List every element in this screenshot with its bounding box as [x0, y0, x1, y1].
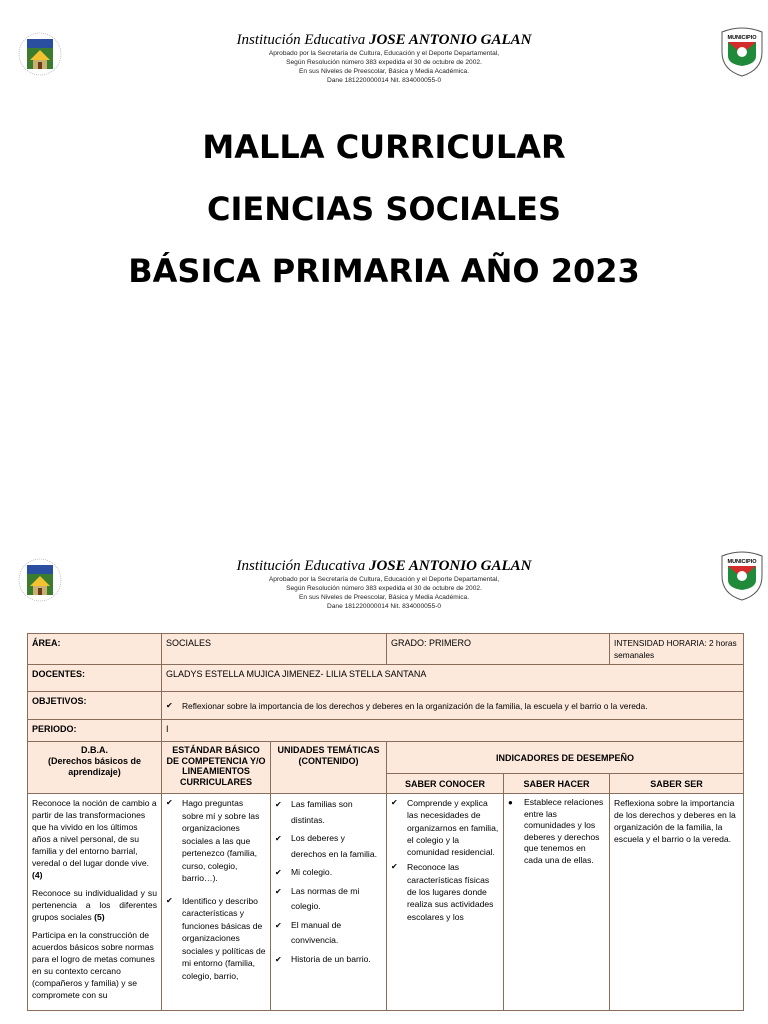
docentes-label: DOCENTES:: [28, 665, 162, 692]
dba-cell: [28, 794, 162, 1011]
institution-title: [0, 32, 768, 49]
conocer-item: ✔ Reconoce las características físicas de los lugares donde realiza sus actividades escolares y los: [391, 861, 499, 922]
estandar-cell: [162, 794, 271, 1011]
objetivos-value: [162, 692, 744, 720]
unidad-item: ✔ Las normas de mi colegio.: [275, 884, 382, 915]
content-row: [28, 794, 744, 1011]
municipio-shield-logo: [716, 22, 768, 78]
institution-name: JOSE ANTONIO GALAN: [368, 32, 532, 48]
resolution-line: Según Resolución número 383 expedida el 30 de octubre de 2002.: [286, 585, 482, 592]
area-label: ÁREA:: [28, 634, 162, 665]
saber-ser-cell: Reflexiona sobre la importancia de los derechos y deberes en la organización de la familia, la escuela y el barrio o la vereda.: [610, 794, 744, 1011]
docentes-row: [28, 665, 744, 692]
institution-block: [0, 32, 768, 85]
dba-header: [28, 742, 162, 794]
dba-header-subtitle: (Derechos básicos de aprendizaje): [47, 756, 142, 777]
unidad-item: ✔ Historia de un barrio.: [275, 952, 382, 968]
levels-line: En sus Niveles de Preescolar, Básica y Media Académica.: [298, 594, 470, 601]
institution-title: [0, 558, 768, 575]
unidad-item: ✔ El manual de convivencia.: [275, 918, 382, 949]
resolution-line: Según Resolución número 383 expedida el 30 de octubre de 2002.: [286, 59, 482, 66]
unidad-item: ✔ Los deberes y derechos en la familia.: [275, 831, 382, 862]
unidad-item: ✔ Las familias son distintas.: [275, 797, 382, 828]
saber-conocer-header: SABER CONOCER: [387, 774, 504, 794]
dba-item: Reconoce su individualidad y su pertenencia a los diferentes grupos sociales (5): [32, 888, 157, 922]
periodo-value: I: [162, 720, 744, 742]
dane-line: Dane 181220000014 Nit. 834000055-0: [326, 603, 442, 610]
levels-line: En sus Niveles de Preescolar, Básica y Media Académica.: [298, 68, 470, 75]
saber-hacer-cell: [504, 794, 610, 1011]
objetivo-item: ✔ Reflexionar sobre la importancia de los derechos y deberes en la organización de la familia, la escuela y el barrio o la vereda.: [166, 700, 739, 712]
grado-cell: GRADO: PRIMERO: [387, 634, 610, 665]
objetivos-label: OBJETIVOS:: [28, 692, 162, 720]
objetivos-row: [28, 692, 744, 720]
unidades-cell: [271, 794, 387, 1011]
approval-line: Aprobado por la Secretaría de Cultura, Educación y el Deporte Departamental,: [268, 576, 500, 583]
institution-prefix: Institución Educativa: [236, 32, 366, 48]
area-value: SOCIALES: [162, 634, 387, 665]
periodo-row: [28, 720, 744, 742]
saber-conocer-cell: [387, 794, 504, 1011]
intensidad-cell: INTENSIDAD HORARIA: 2 horas semanales: [610, 634, 744, 665]
institution-name: JOSE ANTONIO GALAN: [368, 558, 532, 574]
column-header-row: [28, 742, 744, 774]
area-row: [28, 634, 744, 665]
dane-line: Dane 181220000014 Nit. 834000055-0: [326, 77, 442, 84]
indicadores-header: INDICADORES DE DESEMPEÑO: [387, 742, 744, 774]
hacer-item: ● Establece relaciones entre las comunidades y los deberes y derechos que tenemos en cada una de ellas.: [508, 797, 605, 866]
cover-title-line-1: MALLA CURRICULAR: [202, 128, 566, 166]
periodo-label: PERIODO:: [28, 720, 162, 742]
estandar-header: ESTÁNDAR BÁSICO DE COMPETENCIA Y/O LINEAMIENTOS CURRICULARES: [162, 742, 271, 794]
dba-item: Participa en la construcción de acuerdos básicos sobre normas para el logro de metas comunes en su contexto cercano (compañeros y familia) y se compromete con su: [32, 930, 155, 1000]
docentes-value: GLADYS ESTELLA MUJICA JIMENEZ- LILIA STELLA SANTANA: [162, 665, 744, 692]
institution-prefix: Institución Educativa: [236, 558, 366, 574]
conocer-item: ✔ Comprende y explica las necesidades de organizarnos en familia, el colegio y la comunidad residencial.: [391, 797, 499, 858]
unidades-header: UNIDADES TEMÁTICAS (CONTENIDO): [271, 742, 387, 794]
municipio-label: MUNICIPIO: [727, 35, 757, 41]
approval-line: Aprobado por la Secretaría de Cultura, Educación y el Deporte Departamental,: [268, 50, 500, 57]
estandar-item: ✔ Identifico y describo características y funciones básicas de organizaciones sociales y políticas de mi entorno (familia, colegio, barrio,: [166, 895, 266, 983]
dba-header-title: D.B.A.: [81, 745, 108, 755]
municipio-shield-logo: [716, 546, 768, 602]
saber-ser-header: SABER SER: [610, 774, 744, 794]
curriculum-table: [27, 633, 744, 1011]
estandar-item: ✔ Hago preguntas sobre mí y sobre las organizaciones sociales a las que pertenezco (familia, curso, colegio, barrio…).: [166, 797, 266, 885]
institution-block: [0, 558, 768, 611]
saber-hacer-header: SABER HACER: [504, 774, 610, 794]
page-header-2: [0, 552, 768, 632]
unidad-item: ✔ Mi colegio.: [275, 865, 382, 881]
cover-title-line-2: CIENCIAS SOCIALES: [206, 190, 562, 228]
cover-title-line-3: BÁSICA PRIMARIA AÑO 2023: [128, 252, 640, 290]
page-header: [0, 26, 768, 106]
dba-item: Reconoce la noción de cambio a partir de las transformaciones que ha vivido en los últimos años a nivel personal, de su familia y del entorno barrial, veredal o del lugar donde vive. (4): [32, 798, 157, 880]
municipio-label: MUNICIPIO: [727, 559, 757, 565]
